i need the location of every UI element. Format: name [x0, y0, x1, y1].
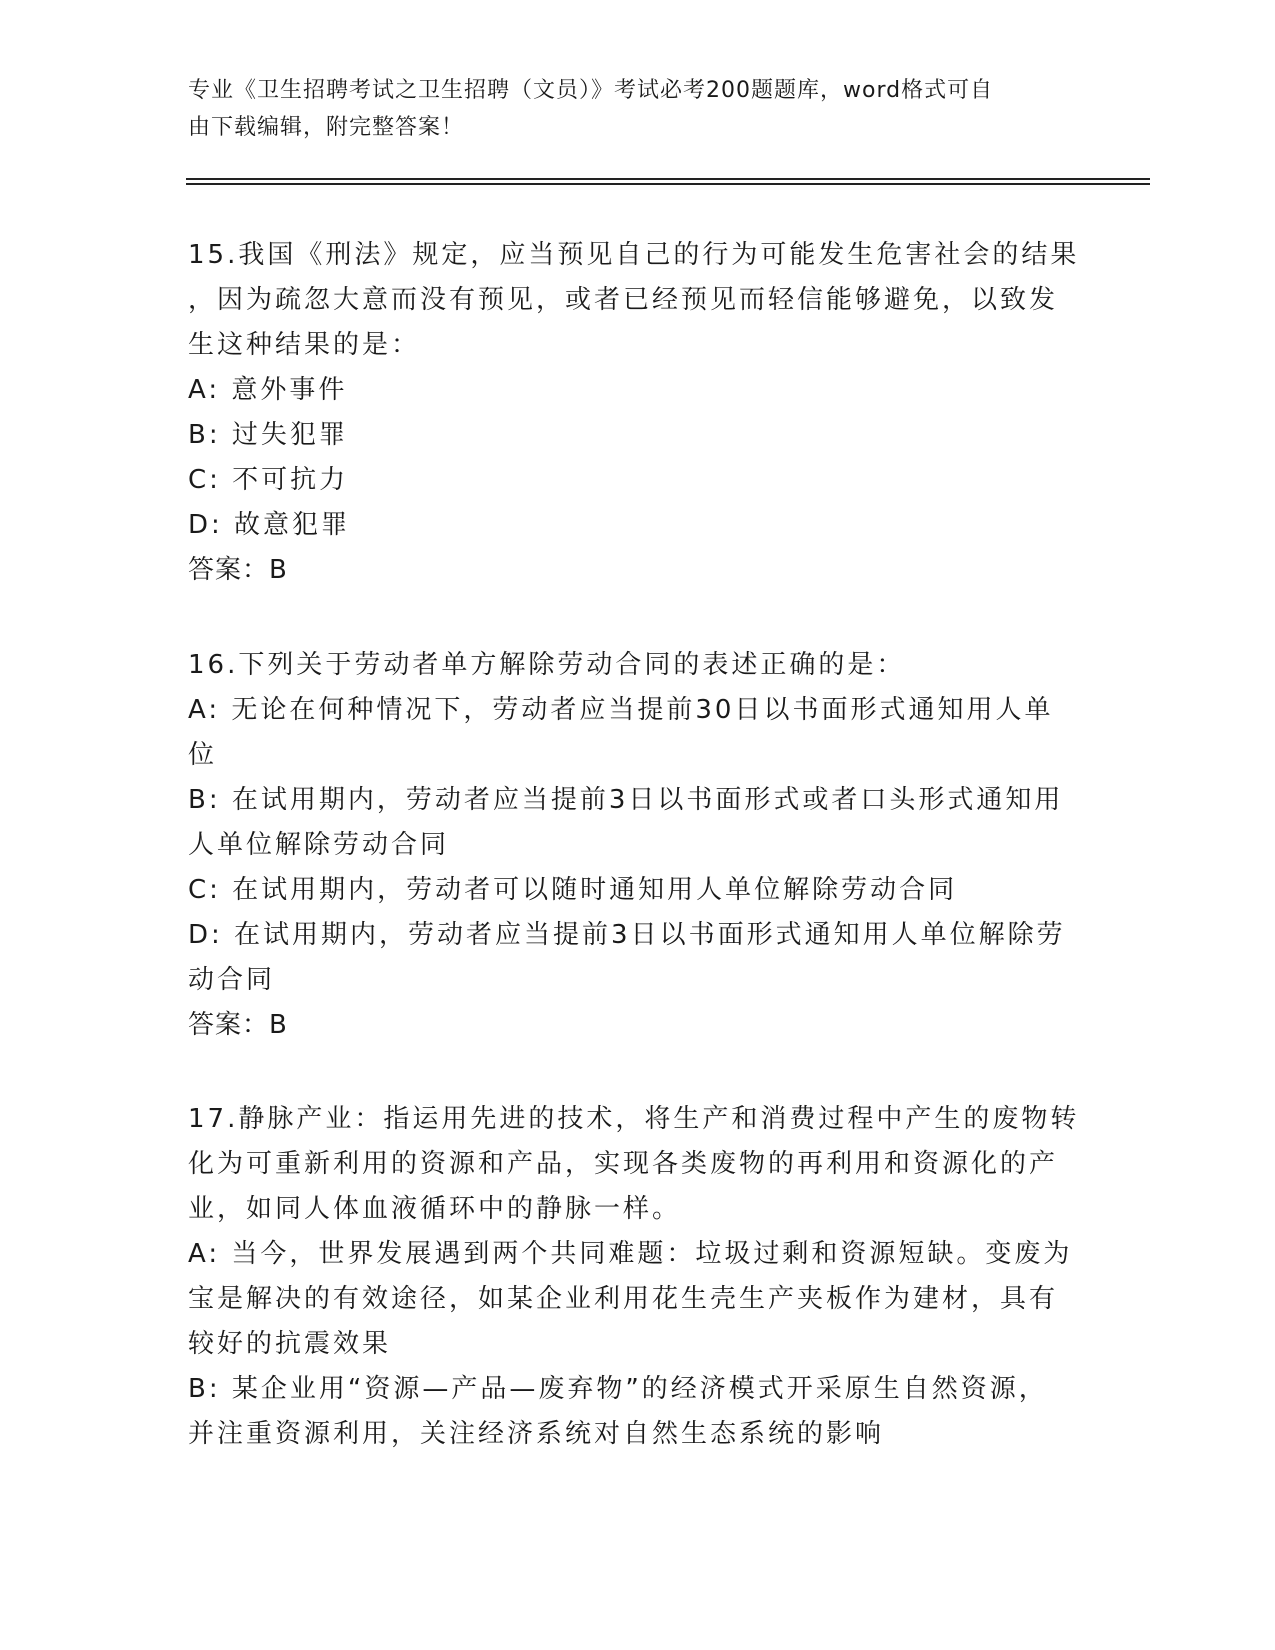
option-a-continued: 较好的抗震效果 [188, 1329, 392, 1359]
question-text-line: 生这种结果的是： [188, 330, 421, 360]
question-15 [188, 233, 1080, 593]
header-divider-bottom [186, 183, 1150, 185]
option-a: A: 当今，世界发展遇到两个共同难题：垃圾过剩和资源短缺。变废为 [188, 1239, 1073, 1269]
option-c: C: 在试用期内，劳动者可以随时通知用人单位解除劳动合同 [188, 875, 958, 905]
question-text-line: 17.静脉产业：指运用先进的技术，将生产和消费过程中产生的废物转 [188, 1104, 1080, 1134]
option-b: B: 某企业用“资源—产品—废弃物”的经济模式开采原生自然资源， [188, 1374, 1048, 1404]
option-b-continued: 人单位解除劳动合同 [188, 830, 450, 860]
header-line-1: 专业《卫生招聘考试之卫生招聘（文员）》考试必考200题题库，word格式可自 [188, 78, 994, 103]
header-line-2: 由下载编辑，附完整答案！ [188, 115, 465, 140]
option-d-continued: 动合同 [188, 965, 276, 995]
option-d: D: 故意犯罪 [188, 510, 351, 540]
answer-line: 答案：B [188, 555, 288, 585]
option-d: D: 在试用期内，劳动者应当提前3日以书面形式通知用人单位解除劳 [188, 920, 1066, 950]
question-text-line: 16.下列关于劳动者单方解除劳动合同的表述正确的是： [188, 650, 906, 680]
option-a: A: 无论在何种情况下，劳动者应当提前30日以书面形式通知用人单 [188, 695, 1054, 725]
option-a-continued: 位 [188, 740, 218, 770]
question-text-line: 15.我国《刑法》规定，应当预见自己的行为可能发生危害社会的结果 [188, 240, 1080, 270]
question-17 [188, 1097, 1080, 1457]
option-b: B: 过失犯罪 [188, 420, 348, 450]
header-divider-top [186, 178, 1150, 180]
option-a-continued: 宝是解决的有效途径，如某企业利用花生壳生产夹板作为建材，具有 [188, 1284, 1059, 1314]
option-b: B: 在试用期内，劳动者应当提前3日以书面形式或者口头形式通知用 [188, 785, 1064, 815]
question-text-line: 化为可重新利用的资源和产品，实现各类废物的再利用和资源化的产 [188, 1149, 1059, 1179]
option-a: A: 意外事件 [188, 375, 348, 405]
option-c: C: 不可抗力 [188, 465, 349, 495]
question-text-line: ，因为疏忽大意而没有预见，或者已经预见而轻信能够避免，以致发 [188, 285, 1059, 315]
question-16 [188, 643, 1068, 1048]
option-b-continued: 并注重资源利用，关注经济系统对自然生态系统的影响 [188, 1419, 885, 1449]
answer-line: 答案：B [188, 1010, 288, 1040]
question-text-line: 业，如同人体血液循环中的静脉一样。 [188, 1194, 682, 1224]
document-header [188, 72, 1068, 146]
